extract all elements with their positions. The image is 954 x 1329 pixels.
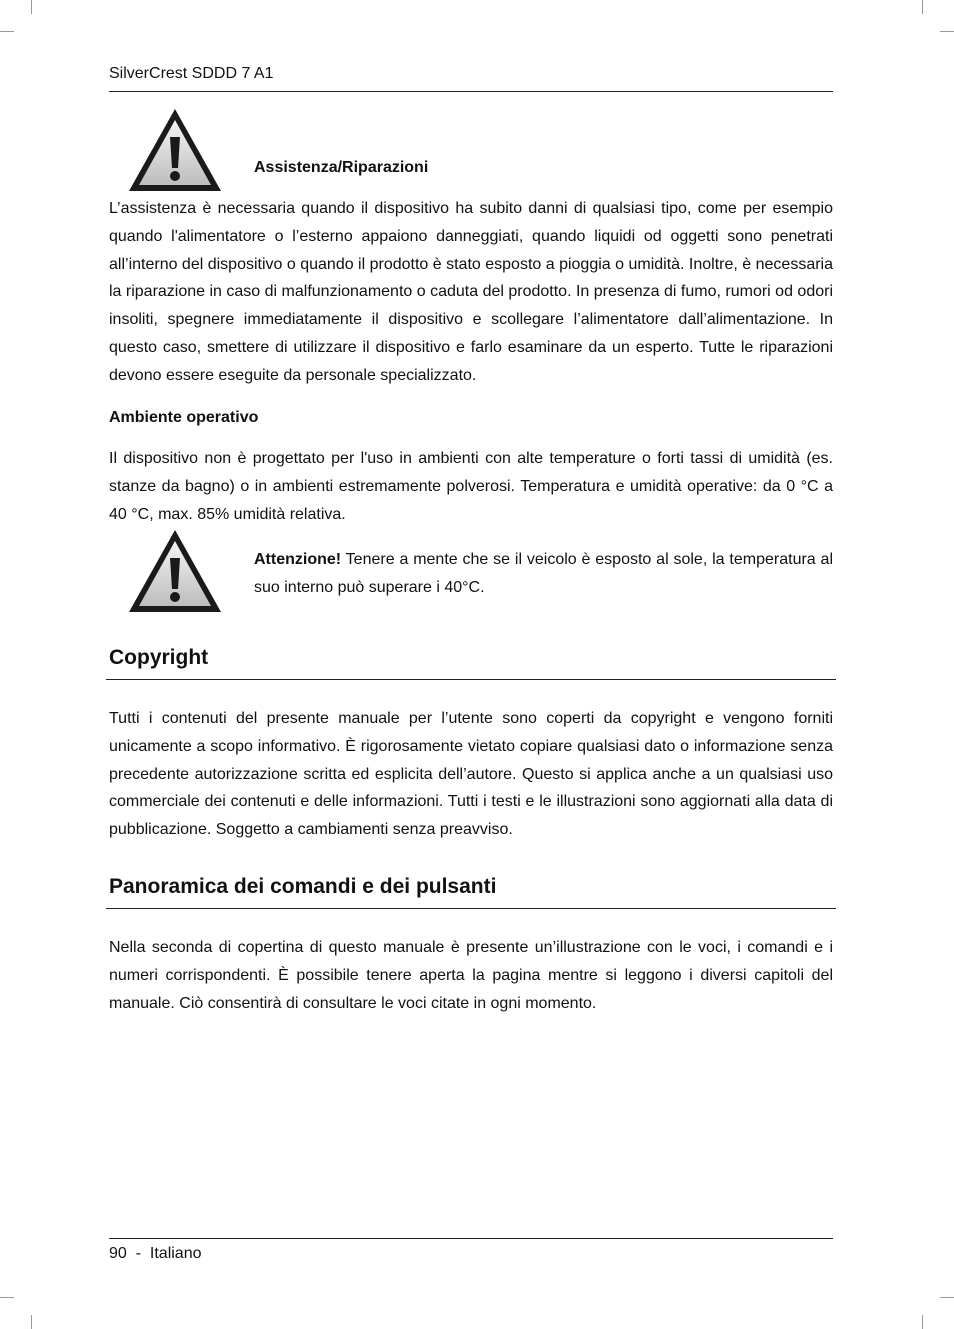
crop-mark bbox=[31, 0, 32, 14]
paragraph-panoramica: Nella seconda di copertina di questo manuale è presente un’illustrazione con le voci, i comandi e i numeri corrispondenti. È possibile tenere aperta la pagina mentre si leggono i diversi capitoli del manuale. Ciò consentirà di consultare le voci citate in ogni momento. bbox=[109, 939, 833, 1012]
section-heading-panoramica: Panoramica dei comandi e dei pulsanti bbox=[109, 875, 497, 898]
section-heading-ambiente: Ambiente operativo bbox=[109, 409, 259, 426]
document-header: SilverCrest SDDD 7 A1 bbox=[109, 65, 274, 82]
crop-mark bbox=[922, 0, 923, 14]
warning-triangle-icon bbox=[127, 528, 223, 614]
heading-divider bbox=[106, 908, 836, 909]
paragraph-copyright: Tutti i contenuti del presente manuale per l’utente sono coperti da copyright e vengono forniti unicamente a scopo informativo. È rigorosamente vietato copiare qualsiasi dato o informazione senza precedente autorizzazione scritta ed esplicita dell’autore. Questo si applica anche a un qualsiasi uso commerciale dei contenuti e delle informazioni. Tutti i testi e le illustrazioni sono aggiornati alla data di pubblicazione. Soggetto a cambiamenti senza preavviso. bbox=[109, 710, 833, 839]
crop-mark bbox=[922, 1315, 923, 1329]
crop-mark bbox=[0, 31, 14, 32]
crop-mark bbox=[940, 1297, 954, 1298]
warning-text: Tenere a mente che se il veicolo è esposto al sole, la temperatura al suo interno può superare i 40°C. bbox=[254, 551, 833, 596]
crop-mark bbox=[940, 31, 954, 32]
heading-divider bbox=[106, 679, 836, 680]
section-heading-assistenza: Assistenza/Riparazioni bbox=[254, 159, 429, 176]
crop-mark bbox=[31, 1315, 32, 1329]
warning-label: Attenzione! bbox=[254, 551, 342, 568]
paragraph-ambiente: Il dispositivo non è progettato per l'uso in ambienti con alte temperature o forti tassi di umidità (es. stanze da bagno) o in ambienti estremamente polverosi. Temperatura e umidità operative: da 0 °C a 40 °C, max. 85% umidità relativa. bbox=[109, 450, 833, 523]
header-divider bbox=[109, 91, 833, 92]
section-heading-copyright: Copyright bbox=[109, 646, 209, 669]
paragraph-assistenza: L’assistenza è necessaria quando il dispositivo ha subito danni di qualsiasi tipo, come per esempio quando l'alimentatore o l’esterno appaiono danneggiati, quando liquidi od oggetti sono penetrati all’interno del dispositivo o quando il prodotto è stato esposto a pioggia o umidità. Inoltre, è necessaria la riparazione in caso di malfunzionamento o caduta del prodotto. In presenza di fumo, rumori od odori insoliti, spegnere immediatamente il dispositivo e scollegare l’alimentatore dall’alimentazione. In questo caso, smettere di utilizzare il dispositivo e farlo esaminare da un esperto. Tutte le riparazioni devono essere eseguite da personale specializzato. bbox=[109, 200, 834, 384]
warning-note bbox=[254, 546, 833, 602]
footer-divider bbox=[109, 1238, 833, 1239]
warning-triangle-icon bbox=[127, 107, 223, 193]
page-footer: 90 - Italiano bbox=[109, 1245, 202, 1262]
crop-mark bbox=[0, 1297, 14, 1298]
